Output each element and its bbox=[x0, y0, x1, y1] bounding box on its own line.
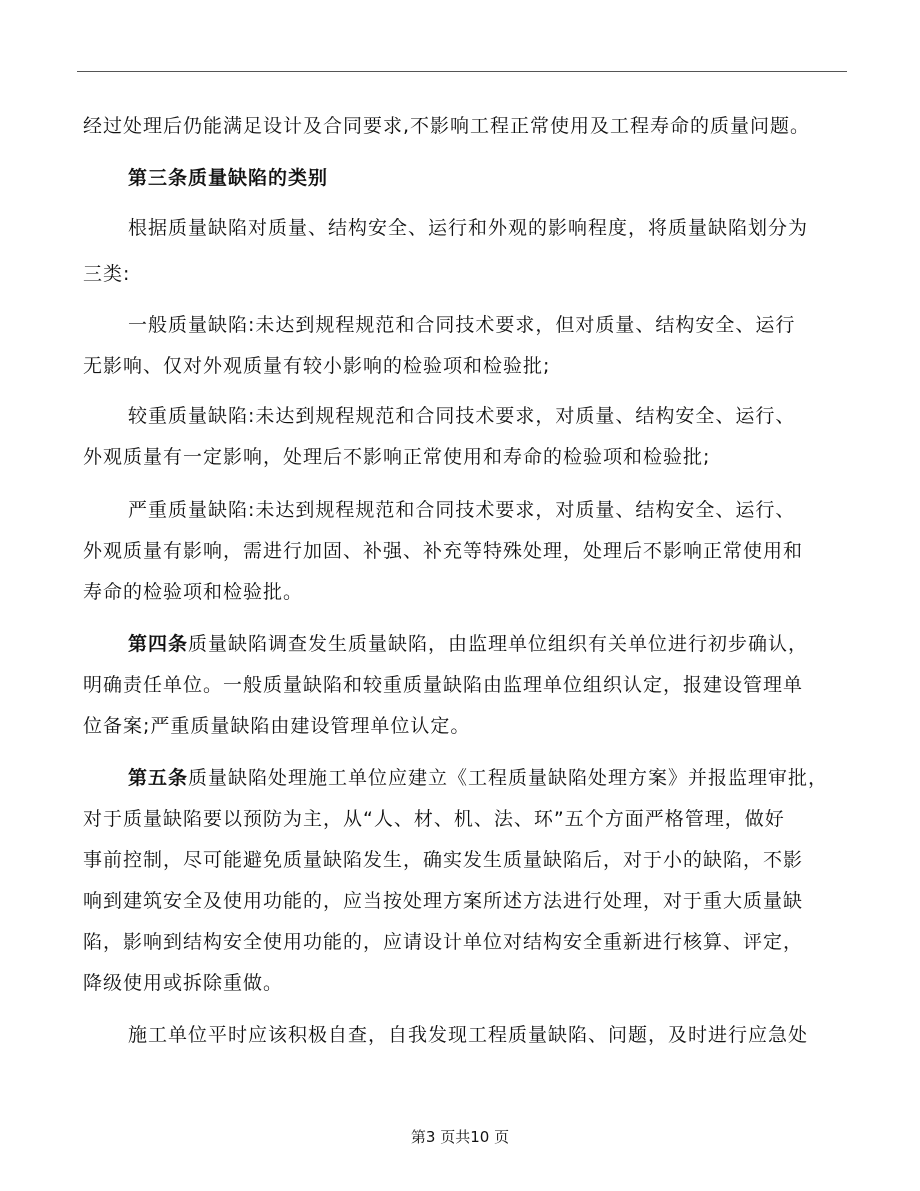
paragraph-text: 根据质量缺陷对质量、结构安全、运行和外观的影响程度，将质量缺陷划分为 bbox=[128, 217, 809, 239]
paragraph-text: 一般质量缺陷:未达到规程规范和合同技术要求，但对质量、结构安全、运行 bbox=[128, 314, 796, 336]
paragraph-text: 三类: bbox=[83, 263, 131, 285]
paragraph-text: 外观质量有影响，需进行加固、补强、补充等特殊处理，处理后不影响正常使用和 bbox=[83, 540, 804, 562]
paragraph-text: 明确责任单位。一般质量缺陷和较重质量缺陷由监理单位组织认定，报建设管理单 bbox=[83, 674, 804, 696]
paragraph-text: 对于质量缺陷要以预防为主，从“人、材、机、法、环”五个方面严格管理，做好 bbox=[83, 808, 785, 830]
article4-paragraph bbox=[128, 632, 808, 656]
paragraph-text: 质量缺陷处理施工单位应建立《工程质量缺陷处理方案》并报监理审批， bbox=[188, 767, 829, 789]
paragraph-text: 位备案;严重质量缺陷由建设管理单位认定。 bbox=[83, 715, 471, 737]
paragraph-text: 寿命的检验项和检验批。 bbox=[83, 581, 304, 603]
paragraph-text: 外观质量有一定影响，处理后不影响正常使用和寿命的检验项和检验批; bbox=[83, 446, 711, 468]
paragraph-text: 质量缺陷调查发生质量缺陷，由监理单位组织有关单位进行初步确认， bbox=[188, 633, 809, 655]
paragraph-text: 响到建筑安全及使用功能的，应当按处理方案所述方法进行处理，对于重大质量缺 bbox=[83, 890, 804, 912]
paragraph-text: 事前控制，尽可能避免质量缺陷发生，确实发生质量缺陷后，对于小的缺陷，不影 bbox=[83, 849, 804, 871]
paragraph-text: 经过处理后仍能满足设计及合同要求,不影响工程正常使用及工程寿命的质量问题。 bbox=[83, 115, 811, 137]
article4-label: 第四条 bbox=[128, 633, 189, 655]
paragraph-text: 陷，影响到结构安全使用功能的，应请设计单位对结构安全重新进行核算、评定， bbox=[83, 931, 804, 953]
paragraph-text: 无影响、仅对外观质量有较小影响的检验项和检验批; bbox=[83, 355, 551, 377]
article5-label: 第五条 bbox=[128, 767, 189, 789]
paragraph-text: 较重质量缺陷:未达到规程规范和合同技术要求，对质量、结构安全、运行、 bbox=[128, 405, 796, 427]
page-number: 第3 页共10 页 bbox=[410, 1128, 510, 1146]
header-rule bbox=[77, 71, 847, 72]
paragraph-text: 降级使用或拆除重做。 bbox=[83, 972, 284, 994]
paragraph-text: 施工单位平时应该积极自查，自我发现工程质量缺陷、问题，及时进行应急处 bbox=[128, 1024, 809, 1046]
paragraph-text: 严重质量缺陷:未达到规程规范和合同技术要求，对质量、结构安全、运行、 bbox=[128, 499, 796, 521]
article5-paragraph bbox=[128, 766, 828, 790]
article3-heading: 第三条质量缺陷的类别 bbox=[128, 167, 329, 189]
